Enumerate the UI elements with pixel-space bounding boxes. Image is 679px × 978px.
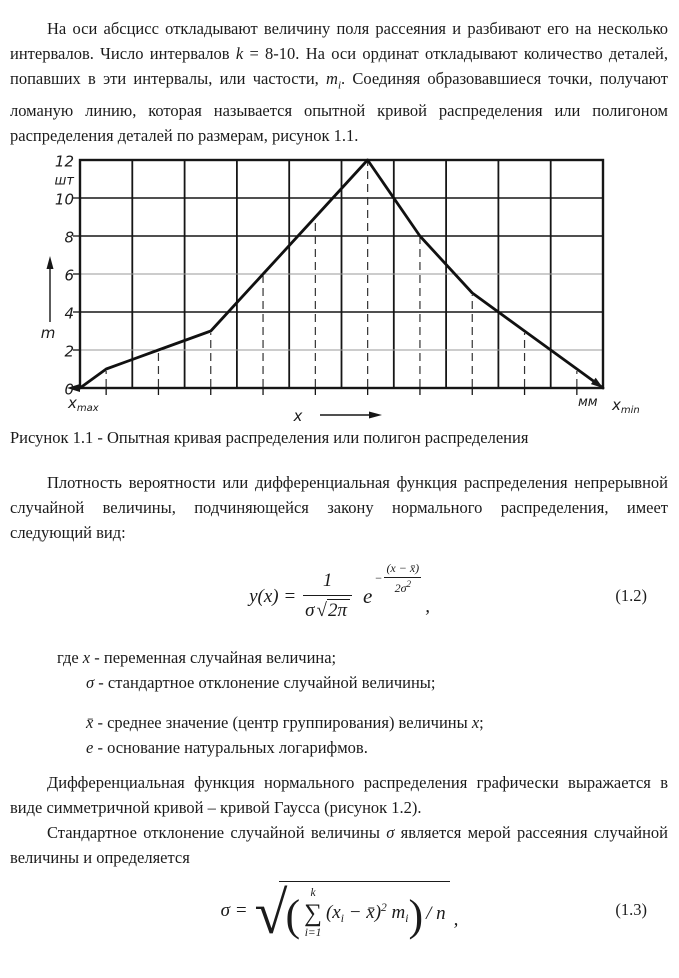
var-k: k [235,44,244,63]
definition-x-mean [0,695,679,735]
definition-text: ; [479,713,484,733]
var-n: n [436,903,446,925]
var-x: x [471,713,480,733]
paragraph-intro-text: = 8-10. На оси ординат откладывают количество деталей, попавших в эти интервалы, или частости, [10,44,668,88]
summation [304,888,322,940]
sum-body-text: − x̄) [343,901,382,923]
y-unit-label: шт [54,173,74,189]
paragraph-intro [10,16,668,148]
slash: / [426,903,437,925]
variable-definitions [0,645,679,760]
var-sigma: σ [305,599,315,621]
formula-1-3-number: (1.3) [615,900,647,920]
exponent-denominator-base: 2σ [394,580,407,595]
sub-i: i [340,912,344,925]
exponent-fraction [384,562,421,595]
var-m-subscript: i [337,79,342,92]
divided-by-n [426,901,446,926]
x-min-sub: min [620,405,640,417]
formula-1-3-lhs: σ = [220,899,248,921]
y-axis-variable-label: m [40,324,56,343]
y-tick-label: 4 [64,304,74,323]
radicand: 2π [327,599,350,622]
exponent-minus: − [374,570,383,585]
x-axis-arrow-head [369,412,382,419]
formula-1-2 [0,560,679,629]
paragraph-sigma [10,820,668,870]
definition-e [0,735,679,760]
formula-1-2-lhs: y(x) = [249,585,297,607]
definition-sigma [0,670,679,695]
y-tick-label: 12 [54,152,74,171]
x-max-var: x [68,394,77,413]
figure-caption: Рисунок 1.1 - Опытная кривая распределения или полигон распределения [10,428,529,448]
formula-1-3 [0,878,679,946]
radicand-content: ( k ∑ i=1 ($x_i$ − x̄)$^2$ $m_i$ ) / n [279,881,449,940]
definition-text: - стандартное отклонение случайной величины; [94,673,436,693]
x-unit-label: мм [578,395,598,411]
definition-text: - основание натуральных логарифмов. [93,738,368,758]
document-page [0,16,679,978]
y-tick-label: 2 [64,342,74,361]
definition-text: - среднее значение (центр группирования) величины [93,713,472,733]
exponent-denominator [393,578,413,595]
radical-sign: √ [254,879,288,946]
x-min-var: x [612,396,621,415]
definition-x [0,645,679,670]
x-max-label [67,394,99,414]
var-m: m [326,69,338,88]
formula-1-2-number: (1.2) [615,586,647,606]
y-axis-arrow-head [47,256,54,269]
var-x-bar: x̄ [86,713,94,733]
fraction-numerator: 1 [322,570,333,592]
var-e: e [363,583,373,608]
formula-comma: , [425,596,430,618]
power-2: 2 [381,901,387,914]
distribution-polygon-chart [0,150,679,425]
x-min-label [611,396,640,416]
sum-symbol: ∑ [304,900,322,928]
formula-comma: , [453,909,459,931]
sum-body [326,900,409,928]
paragraph-density: Плотность вероятности или дифференциальная функция распределения непрерывной случайной величины, подчиняющейся закону нормального распределения, имеет следующий вид: [10,473,668,543]
paragraph-sigma-text: Стандартное отклонение случайной величины [47,823,387,843]
y-tick-label: 10 [54,190,74,209]
sum-body-text: (x [325,901,341,923]
sum-body-text: m [386,901,406,923]
exponent [374,562,421,595]
chart-decor [47,256,604,419]
sub-i: i [405,912,409,925]
chart-grid [73,160,603,395]
definition-prefix: где [57,648,83,668]
var-sigma: σ [386,823,395,843]
y-tick-label: 0 [64,380,74,399]
var-sigma: σ [86,673,95,693]
formula-1-2-fraction [303,570,352,622]
x-max-sub: max [76,403,99,415]
paragraph-intro-text: На оси абсцисс откладывают величину поля рассеяния и разбивают его на несколько интервалов. Число интервалов [10,19,668,63]
paragraph-sigma-text: является мерой рассеяния случайной величины и определяется [10,823,668,868]
definition-text: - переменная случайная величина; [90,648,337,668]
square-root [254,879,450,946]
sum-upper-limit: k [310,886,316,899]
var-e: e [86,738,94,758]
exponent-denominator-power: 2 [406,578,412,589]
var-x: x [82,648,91,668]
exponent-numerator: (x − x̄) [386,560,420,575]
paragraph-intro-text: . Соединяя образовавшиеся точки, получают ломаную линию, которая называется опытной кривой распределения или полигоном распределения деталей по размерам, рисунок 1.1. [10,69,668,146]
paragraph-gauss: Дифференциальная функция нормального распределения графически выражается в виде симметричной кривой – кривой Гаусса (рисунок 1.2). [10,773,668,818]
fraction-denominator [303,596,352,622]
y-tick-label: 8 [64,228,74,247]
radical-sign: √ [316,599,327,621]
x-axis-variable-label: x [293,407,303,426]
y-tick-label: 6 [64,266,74,285]
sum-lower-limit: i=1 [304,927,322,940]
